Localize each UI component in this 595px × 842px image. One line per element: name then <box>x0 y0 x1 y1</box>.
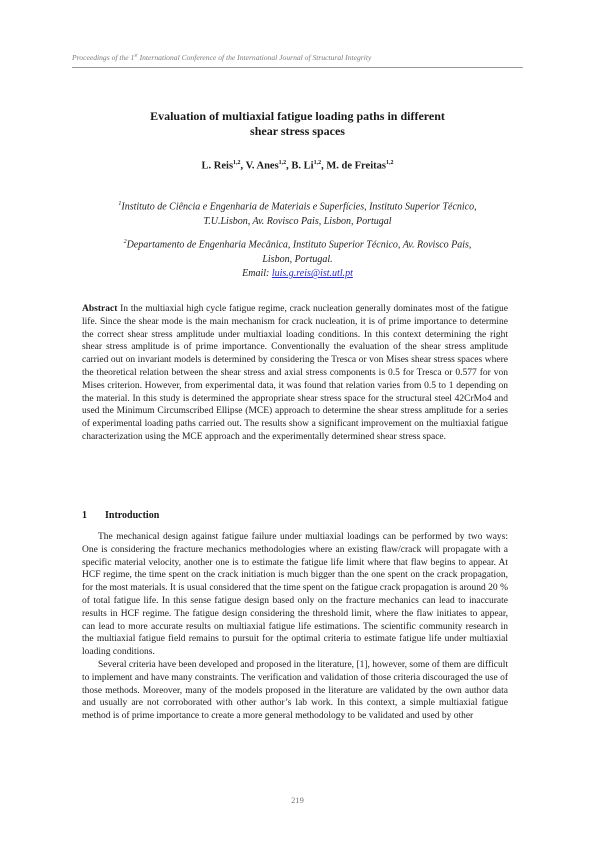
affiliation-2: $^2$Departamento de Engenharia Mecânica, Instituto Superior Técnico, Av. Rovisco Pais, Lisbon, Portugal. <box>123 239 472 265</box>
page-number: 219 <box>291 795 304 805</box>
email-link[interactable]: luis.g.reis@ist.utl.pt <box>271 268 353 279</box>
author-affil-marker: 1,2 <box>278 160 287 166</box>
section-heading: 1 Introduction <box>82 510 160 521</box>
abstract-label: Abstract <box>82 304 118 314</box>
header-rule <box>72 67 523 68</box>
author-list: L. Reis$^{1,2}$, V. Anes$^{1,2}$, B. Li$^{1,2}$, M. de Freitas$^{1,2}$ <box>201 160 394 172</box>
author-affil-marker: 1,2 <box>385 160 394 166</box>
abstract <box>82 303 508 444</box>
author-name: M. de Freitas <box>326 160 386 172</box>
body-paragraph: Several criteria have been developed and proposed in the literature, [1], however, some of them are difficult to implement and have many constraints. The verification and validation of those criteria discouraged the use of those methods. Moreover, many of the models proposed in the literature are validated by the own author data and usually are not corroborated with other author’s lab work. In this context, a simple multiaxial fatigue method is of prime importance to create a more general methodology to be validated and used by other <box>82 660 508 722</box>
affiliation-1: $^1$Instituto de Ciência e Engenharia de Materiais e Superfícies, Instituto Superior Técnico, T.U.Lisbon, Av. Rovisco Pais, Lisbon, Portugal <box>118 201 477 227</box>
author-name: V. Anes <box>245 160 279 172</box>
author-name: L. Reis <box>201 160 234 172</box>
contact-email: Email: luis.g.reis@ist.utl.pt <box>242 268 353 279</box>
author-name: B. Li <box>291 160 314 172</box>
body-paragraph: The mechanical design against fatigue failure under multiaxial loadings can be performed by two ways: One is considering the fracture mechanics methodologies where an existing flaw/crack will propagate with a specific material velocity, another one is to estimate the fatigue life limit where that flaw begins to appear. At HCF regime, the time spent on the crack initiation is much bigger than the one spent on the crack propagation, for the most materials. It is usual considered that the time spent on the fatigue crack propagation is around 20 % of total fatigue life. In this sense fatigue design based only on the fracture mechanics can lead to inaccurate results in HCF regime. The fatigue design considering the threshold limit, where the flaw initiates to appear, can lead to more accurate results on multiaxial fatigue life estimations. The scientific community research in the multiaxial fatigue field remains to pursuit for the optimal criteria to estimate fatigue life under multiaxial loading conditions. <box>82 532 508 658</box>
title-line-2: shear stress spaces <box>250 124 345 138</box>
running-header: Proceedings of the 1st International Conference of the International Journal of Structural Integrity <box>72 53 372 62</box>
author-affil-marker: 1,2 <box>233 160 241 166</box>
title-line-1: Evaluation of multiaxial fatigue loading paths in different <box>150 109 445 123</box>
abstract-text: In the multiaxial high cycle fatigue regime, crack nucleation generally dominates most of the fatigue life. Since the shear mode is the main mechanism for crack nucleation, it is of prime importance to determine the correct shear stress amplitude under multiaxial loading conditions. In this context determining the right shear stress amplitude is of prime importance. Conventionally the evaluation of the shear stress amplitude carried out on invariant models is determined by considering the Tresca or von Mises shear stress spaces where the theoretical relation between the shear stress and axial stress components is 0.5 for Tresca or 0.577 for von Mises criterion. However, from experimental data, it was found that relation varies from 0.5 to 1 depending on the material. In this study is determined the appropriate shear stress space for the structural steel 42CrMo4 and used the Minimum Circumscribed Ellipse (MCE) approach to determine the shear stress amplitude for a series of experimental loading paths carried out. The results show a significant improvement on the multiaxial fatigue characterization using the MCE approach and the experimentally determined shear stress space. <box>82 304 508 442</box>
paper-title <box>72 109 523 139</box>
author-affil-marker: 1,2 <box>313 160 322 166</box>
